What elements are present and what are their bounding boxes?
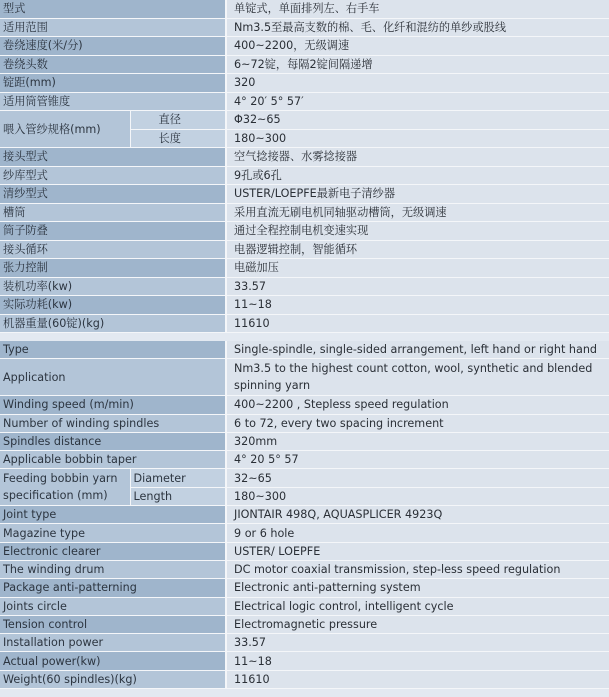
spec-value: 6 to 72, every two spacing increment: [226, 414, 609, 432]
spec-value: 空气捻接器、水雾捻接器: [226, 148, 609, 167]
spec-label: 接头型式: [0, 148, 226, 167]
spec-value: USTER/ LOEPFE: [226, 542, 609, 560]
spec-row: [0, 341, 609, 359]
spec-value: DC motor coaxial transmission, step-less speed regulation: [226, 560, 609, 578]
spec-value: 电器逻辑控制，智能循环: [226, 240, 609, 259]
spec-value: 采用直流无刷电机同轴驱动槽筒，无级调速: [226, 203, 609, 222]
diameter-value: 32~65: [226, 469, 609, 487]
spec-label: 实际功耗(kw): [0, 296, 226, 315]
spec-value: 11610: [226, 670, 609, 688]
spec-label: 卷绕头数: [0, 55, 226, 74]
spec-row: [0, 506, 609, 524]
spec-value: Nm3.5至最高支数的棉、毛、化纤和混纺的单纱或股线: [226, 18, 609, 37]
spec-value: 320mm: [226, 432, 609, 450]
diameter-value: Φ32~65: [226, 111, 609, 130]
spec-row: [0, 166, 609, 185]
spec-label: 接头循环: [0, 240, 226, 259]
spec-row: [0, 579, 609, 597]
spec-value: USTER/LOEPFE最新电子清纱器: [226, 185, 609, 204]
length-label: Length: [130, 487, 226, 505]
feeding-spec-label-line2: specification (mm): [3, 489, 108, 503]
spec-row: [0, 259, 609, 278]
spec-row: [0, 296, 609, 315]
spec-label: Package anti-patterning: [0, 579, 226, 597]
spec-row: [0, 240, 609, 259]
spec-row: [0, 359, 609, 396]
feeding-spec-label-line1: Feeding bobbin yarn: [3, 472, 118, 486]
spec-label: Number of winding spindles: [0, 414, 226, 432]
spec-label: Magazine type: [0, 524, 226, 542]
spec-value: 400~2200 , Stepless speed regulation: [226, 396, 609, 414]
spec-row: [0, 524, 609, 542]
spec-label: The winding drum: [0, 560, 226, 578]
spec-row: [0, 37, 609, 56]
spec-label: 锭距(mm): [0, 74, 226, 93]
spec-label: Actual power(kw): [0, 652, 226, 670]
spec-row: [0, 92, 609, 111]
spec-label: 机器重量(60锭)(kg): [0, 314, 226, 333]
diameter-label: 直径: [130, 111, 226, 130]
spec-row: [0, 670, 609, 688]
spec-row: [0, 314, 609, 333]
feeding-spec-label: 喂入管纱规格(mm): [0, 111, 130, 148]
spec-label: 适用范围: [0, 18, 226, 37]
length-value: 180~300: [226, 487, 609, 505]
spec-row: [0, 542, 609, 560]
spec-value: 9孔或6孔: [226, 166, 609, 185]
spec-label: Type: [0, 341, 226, 359]
spec-value: 33.57: [226, 634, 609, 652]
spec-value: 单锭式，单面排列左、右手车: [226, 0, 609, 18]
spec-label: 卷绕速度(米/分): [0, 37, 226, 56]
spec-label: Winding speed (m/min): [0, 396, 226, 414]
spec-label: Electronic clearer: [0, 542, 226, 560]
spec-row: [0, 185, 609, 204]
spec-value: 11~18: [226, 296, 609, 315]
spec-value: 6~72锭，每隔2锭间隔递增: [226, 55, 609, 74]
spec-value: 电磁加压: [226, 259, 609, 278]
length-label: 长度: [130, 129, 226, 148]
spec-value: 4° 20 5° 57: [226, 451, 609, 469]
spec-label: 纱库型式: [0, 166, 226, 185]
spec-row: [0, 432, 609, 450]
spec-label: 筒子防叠: [0, 222, 226, 241]
spec-row: [0, 55, 609, 74]
spec-value: Single-spindle, single-sided arrangement, left hand or right hand: [226, 341, 609, 359]
spec-label: Joint type: [0, 506, 226, 524]
spec-value: 33.57: [226, 277, 609, 296]
spec-label: Weight(60 spindles)(kg): [0, 670, 226, 688]
spec-row: [0, 148, 609, 167]
diameter-label: Diameter: [130, 469, 226, 487]
spec-label: Installation power: [0, 634, 226, 652]
spec-row: [0, 560, 609, 578]
spec-value: 400~2200，无级调速: [226, 37, 609, 56]
spec-label: Tension control: [0, 615, 226, 633]
spec-value: 4° 20′ 5° 57′: [226, 92, 609, 111]
spec-value: 通过全程控制电机变速实现: [226, 222, 609, 241]
english-spec-table: [0, 341, 609, 689]
feeding-spec-label: [0, 469, 130, 506]
table-gap: [0, 333, 609, 341]
spec-value: Electronic anti-patterning system: [226, 579, 609, 597]
length-value: 180~300: [226, 129, 609, 148]
spec-row: [0, 203, 609, 222]
spec-row: [0, 18, 609, 37]
feeding-spec-row: [0, 469, 609, 487]
spec-row: [0, 652, 609, 670]
spec-row: [0, 451, 609, 469]
spec-label: 适用筒管锥度: [0, 92, 226, 111]
spec-label: Spindles distance: [0, 432, 226, 450]
spec-row: [0, 634, 609, 652]
spec-value: 11610: [226, 314, 609, 333]
spec-label: 型式: [0, 0, 226, 18]
spec-value: 9 or 6 hole: [226, 524, 609, 542]
spec-label: 装机功率(kw): [0, 277, 226, 296]
spec-row: [0, 396, 609, 414]
spec-label: Joints circle: [0, 597, 226, 615]
spec-value: Electromagnetic pressure: [226, 615, 609, 633]
spec-value: Nm3.5 to the highest count cotton, wool, synthetic and blended spinning yarn: [226, 359, 609, 396]
spec-row: [0, 277, 609, 296]
spec-row: [0, 222, 609, 241]
spec-label: 槽筒: [0, 203, 226, 222]
spec-value: JIONTAIR 498Q, AQUASPLICER 4923Q: [226, 506, 609, 524]
spec-label: 清纱型式: [0, 185, 226, 204]
spec-row: [0, 414, 609, 432]
feeding-spec-row: [0, 111, 609, 130]
spec-value: 11~18: [226, 652, 609, 670]
spec-label: Applicable bobbin taper: [0, 451, 226, 469]
spec-value: Electrical logic control, intelligent cycle: [226, 597, 609, 615]
chinese-spec-table: [0, 0, 609, 333]
spec-label: Application: [0, 359, 226, 396]
spec-label: 张力控制: [0, 259, 226, 278]
spec-value: 320: [226, 74, 609, 93]
spec-row: [0, 74, 609, 93]
spec-row: [0, 597, 609, 615]
spec-row: [0, 615, 609, 633]
spec-row: [0, 0, 609, 18]
